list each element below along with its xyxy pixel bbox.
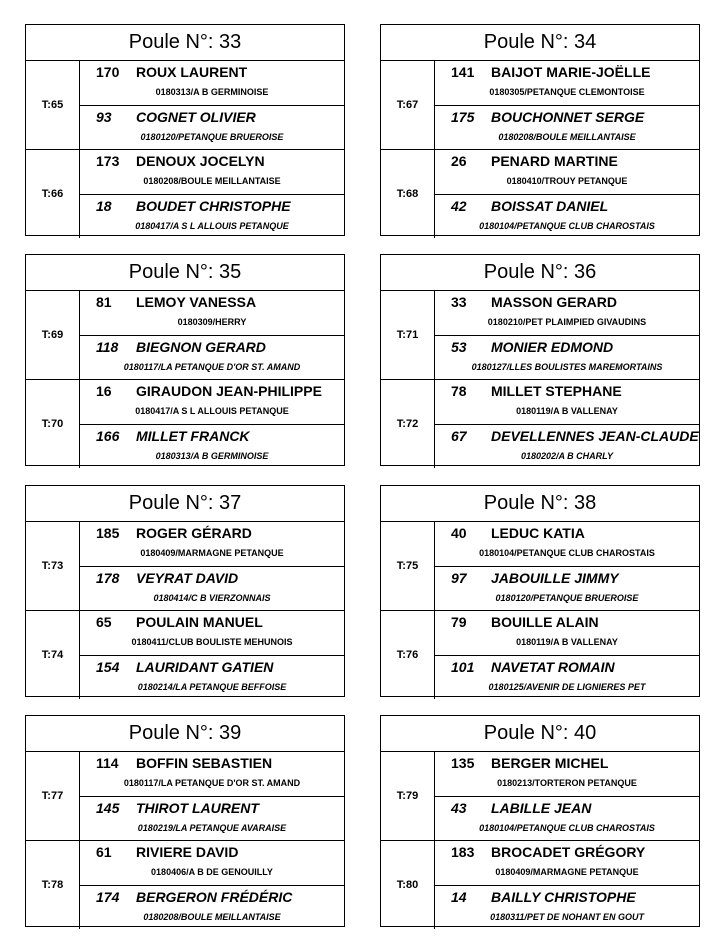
player-club: 0180127/LLES BOULISTES MAREMORTAINS <box>471 362 663 372</box>
players <box>435 522 699 610</box>
player-row <box>435 796 699 841</box>
player-club: 0180414/C B VIERZONNAIS <box>153 593 271 603</box>
player-row <box>435 291 699 335</box>
players <box>80 522 344 610</box>
players <box>435 611 699 699</box>
player-row <box>80 335 344 380</box>
table-label: T:75 <box>381 522 435 610</box>
player-name: DEVELLENNES JEAN-CLAUDE <box>491 428 699 444</box>
poule-title: Poule N°: 33 <box>26 25 344 61</box>
player-number: 43 <box>451 800 467 816</box>
table-block <box>381 149 699 238</box>
player-number: 33 <box>451 294 467 310</box>
table-label: T:77 <box>26 752 80 840</box>
player-club: 0180313/A B GERMINOISE <box>155 87 269 97</box>
table-label: T:76 <box>381 611 435 699</box>
player-name: BERGER MICHEL <box>491 755 609 771</box>
player-name: DENOUX JOCELYN <box>136 153 265 169</box>
players <box>435 150 699 238</box>
table-block <box>381 379 699 468</box>
poule-title: Poule N°: 36 <box>381 255 699 291</box>
player-row <box>435 380 699 424</box>
player-row <box>435 105 699 150</box>
player-number: 97 <box>451 570 467 586</box>
player-number: 178 <box>96 570 120 586</box>
player-club: 0180125/AVENIR DE LIGNIERES PET <box>488 682 646 692</box>
player-name: THIROT LAURENT <box>136 800 259 816</box>
table-block <box>381 610 699 699</box>
player-club: 0180119/A B VALLENAY <box>516 637 618 647</box>
players <box>435 291 699 379</box>
poule-box <box>380 715 700 927</box>
table-block <box>381 522 699 610</box>
player-name: BOFFIN SEBASTIEN <box>136 755 273 771</box>
player-club: 0180417/A S L ALLOUIS PETANQUE <box>135 406 289 416</box>
table-block <box>26 61 344 149</box>
player-number: 26 <box>451 153 467 169</box>
player-name: BROCADET GRÉGORY <box>491 844 646 860</box>
player-club: 0180411/CLUB BOULISTE MEHUNOIS <box>131 637 293 647</box>
player-club: 0180202/A B CHARLY <box>520 451 614 461</box>
player-number: 79 <box>451 614 467 630</box>
player-row <box>80 61 344 105</box>
player-name: VEYRAT DAVID <box>136 570 239 586</box>
table-block <box>26 752 344 840</box>
table-label: T:66 <box>26 150 80 238</box>
player-row <box>80 796 344 841</box>
player-name: JABOUILLE JIMMY <box>491 570 619 586</box>
table-label: T:68 <box>381 150 435 238</box>
table-block <box>26 610 344 699</box>
table-label: T:70 <box>26 380 80 468</box>
player-row <box>435 424 699 469</box>
poule-title: Poule N°: 35 <box>26 255 344 291</box>
player-row <box>435 566 699 611</box>
player-name: BOISSAT DANIEL <box>491 198 609 214</box>
table-block <box>26 522 344 610</box>
table-label: T:67 <box>381 61 435 149</box>
player-number: 174 <box>96 889 120 905</box>
table-block <box>381 291 699 379</box>
table-block <box>26 840 344 929</box>
table-block <box>26 291 344 379</box>
player-club: 0180208/BOULE MEILLANTAISE <box>143 176 281 186</box>
player-number: 175 <box>451 109 475 125</box>
player-number: 65 <box>96 614 112 630</box>
table-block <box>26 379 344 468</box>
players <box>80 752 344 840</box>
player-club: 0180120/PETANQUE BRUEROISE <box>495 593 639 603</box>
player-name: LABILLE JEAN <box>491 800 592 816</box>
players <box>80 611 344 699</box>
player-row <box>80 522 344 566</box>
player-row <box>435 611 699 655</box>
player-name: LEMOY VANESSA <box>136 294 257 310</box>
player-row <box>80 841 344 885</box>
player-number: 42 <box>451 198 467 214</box>
poule-title: Poule N°: 34 <box>381 25 699 61</box>
player-number: 16 <box>96 383 112 399</box>
player-number: 81 <box>96 294 112 310</box>
player-number: 170 <box>96 64 120 80</box>
player-number: 40 <box>451 525 467 541</box>
player-name: MILLET STEPHANE <box>491 383 622 399</box>
player-name: ROGER GÉRARD <box>136 525 252 541</box>
player-name: POULAIN MANUEL <box>136 614 263 630</box>
table-block <box>381 752 699 840</box>
player-name: MASSON GERARD <box>491 294 618 310</box>
player-row <box>435 885 699 930</box>
player-row <box>80 566 344 611</box>
player-number: 67 <box>451 428 467 444</box>
player-club: 0180417/A S L ALLOUIS PETANQUE <box>135 221 289 231</box>
player-club: 0180410/TROUY PETANQUE <box>506 176 628 186</box>
player-name: BAILLY CHRISTOPHE <box>491 889 636 905</box>
player-row <box>435 61 699 105</box>
player-name: BAIJOT MARIE-JOËLLE <box>491 64 651 80</box>
player-name: LAURIDANT GATIEN <box>136 659 274 675</box>
player-number: 141 <box>451 64 475 80</box>
player-number: 14 <box>451 889 467 905</box>
player-club: 0180104/PETANQUE CLUB CHAROSTAIS <box>479 548 655 558</box>
players <box>435 752 699 840</box>
player-row <box>435 841 699 885</box>
poule-title: Poule N°: 40 <box>381 716 699 752</box>
player-name: BOUCHONNET SERGE <box>491 109 645 125</box>
player-club: 0180120/PETANQUE BRUEROISE <box>140 132 284 142</box>
player-number: 145 <box>96 800 120 816</box>
players <box>80 61 344 149</box>
player-name: BOUDET CHRISTOPHE <box>136 198 291 214</box>
poule-box <box>380 254 700 466</box>
player-name: COGNET OLIVIER <box>136 109 256 125</box>
player-row <box>80 424 344 469</box>
player-row <box>435 150 699 194</box>
player-club: 0180104/PETANQUE CLUB CHAROSTAIS <box>479 221 655 231</box>
table-label: T:80 <box>381 841 435 929</box>
player-club: 0180309/HERRY <box>177 317 247 327</box>
player-name: MONIER EDMOND <box>491 339 614 355</box>
player-name: LEDUC KATIA <box>491 525 585 541</box>
player-club: 0180104/PETANQUE CLUB CHAROSTAIS <box>479 823 655 833</box>
table-label: T:79 <box>381 752 435 840</box>
player-name: GIRAUDON JEAN-PHILIPPE <box>136 383 322 399</box>
table-label: T:74 <box>26 611 80 699</box>
table-block <box>26 149 344 238</box>
player-club: 0180305/PETANQUE CLEMONTOISE <box>489 87 645 97</box>
player-club: 0180117/LA PETANQUE D'OR ST. AMAND <box>123 778 301 788</box>
player-number: 135 <box>451 755 475 771</box>
player-row <box>435 752 699 796</box>
table-label: T:69 <box>26 291 80 379</box>
players <box>80 291 344 379</box>
player-name: RIVIERE DAVID <box>136 844 239 860</box>
poule-title: Poule N°: 39 <box>26 716 344 752</box>
player-name: NAVETAT ROMAIN <box>491 659 615 675</box>
player-number: 78 <box>451 383 467 399</box>
poule-box <box>380 24 700 236</box>
player-number: 18 <box>96 198 112 214</box>
player-row <box>80 885 344 930</box>
table-block <box>381 840 699 929</box>
player-row <box>80 150 344 194</box>
player-row <box>435 335 699 380</box>
player-number: 114 <box>96 755 119 771</box>
table-label: T:78 <box>26 841 80 929</box>
player-club: 0180213/TORTERON PETANQUE <box>497 778 637 788</box>
players <box>435 841 699 929</box>
player-club: 0180409/MARMAGNE PETANQUE <box>140 548 284 558</box>
player-number: 185 <box>96 525 120 541</box>
players <box>80 841 344 929</box>
player-club: 0180409/MARMAGNE PETANQUE <box>495 867 639 877</box>
player-number: 101 <box>451 659 475 675</box>
player-row <box>435 194 699 239</box>
table-label: T:71 <box>381 291 435 379</box>
player-number: 118 <box>96 339 119 355</box>
poule-box <box>25 715 345 927</box>
player-row <box>80 611 344 655</box>
players <box>80 380 344 468</box>
player-club: 0180208/BOULE MEILLANTAISE <box>143 912 281 922</box>
player-row <box>80 194 344 239</box>
table-label: T:73 <box>26 522 80 610</box>
player-club: 0180313/A B GERMINOISE <box>155 451 269 461</box>
poule-box <box>25 24 345 236</box>
players <box>435 380 699 468</box>
players <box>435 61 699 149</box>
player-row <box>80 380 344 424</box>
player-club: 0180214/LA PETANQUE BEFFOISE <box>137 682 287 692</box>
players <box>80 150 344 238</box>
poule-title: Poule N°: 37 <box>26 486 344 522</box>
player-number: 183 <box>451 844 475 860</box>
table-label: T:72 <box>381 380 435 468</box>
poule-title: Poule N°: 38 <box>381 486 699 522</box>
player-club: 0180117/LA PETANQUE D'OR ST. AMAND <box>123 362 301 372</box>
player-club: 0180311/PET DE NOHANT EN GOUT <box>490 912 644 922</box>
player-name: PENARD MARTINE <box>491 153 618 169</box>
table-block <box>381 61 699 149</box>
player-club: 0180208/BOULE MEILLANTAISE <box>498 132 636 142</box>
player-number: 61 <box>96 844 112 860</box>
player-row <box>435 522 699 566</box>
player-row <box>80 105 344 150</box>
player-club: 0180210/PET PLAIMPIED GIVAUDINS <box>487 317 647 327</box>
player-number: 166 <box>96 428 120 444</box>
player-row <box>80 655 344 700</box>
player-name: BOUILLE ALAIN <box>491 614 599 630</box>
player-row <box>80 752 344 796</box>
player-club: 0180119/A B VALLENAY <box>516 406 618 416</box>
player-name: ROUX LAURENT <box>136 64 248 80</box>
player-number: 173 <box>96 153 120 169</box>
player-name: MILLET FRANCK <box>136 428 250 444</box>
table-label: T:65 <box>26 61 80 149</box>
player-club: 0180406/A B DE GENOUILLY <box>151 867 273 877</box>
poule-box <box>25 254 345 466</box>
poule-box <box>380 485 700 697</box>
poule-box <box>25 485 345 697</box>
player-number: 53 <box>451 339 467 355</box>
player-number: 154 <box>96 659 120 675</box>
player-number: 93 <box>96 109 112 125</box>
player-name: BIEGNON GERARD <box>136 339 266 355</box>
player-row <box>435 655 699 700</box>
player-club: 0180219/LA PETANQUE AVARAISE <box>137 823 287 833</box>
player-row <box>80 291 344 335</box>
player-name: BERGERON FRÉDÉRIC <box>136 889 293 905</box>
